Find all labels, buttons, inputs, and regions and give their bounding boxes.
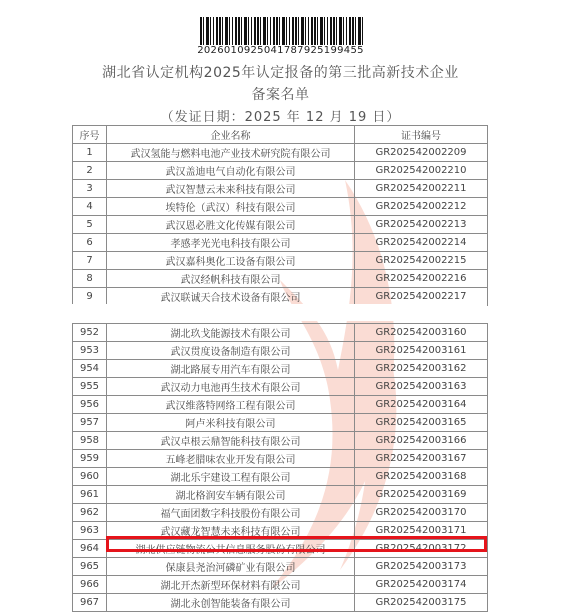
certificate-number: GR202542003175 xyxy=(355,594,488,612)
certificate-number: GR202542002209 xyxy=(355,144,488,162)
certificate-number: GR202542003169 xyxy=(355,486,488,504)
row-number: 1 xyxy=(73,144,107,162)
certificate-number: GR202542003168 xyxy=(355,468,488,486)
certificate-number: GR202542003162 xyxy=(355,360,488,378)
table-row xyxy=(73,216,488,234)
certificate-number: GR202542003173 xyxy=(355,558,488,576)
table-row xyxy=(73,396,488,414)
table-row xyxy=(73,144,488,162)
certificate-number: GR202542002213 xyxy=(355,216,488,234)
company-name: 五峰老腊味农业开发有限公司 xyxy=(107,450,355,468)
company-name: 湖北永创智能装备有限公司 xyxy=(107,594,355,612)
row-number: 5 xyxy=(73,216,107,234)
table-row xyxy=(73,198,488,216)
row-number: 965 xyxy=(73,558,107,576)
company-name: 孝感孝光光电科技有限公司 xyxy=(107,234,355,252)
company-name: 湖北开杰新型环保材料有限公司 xyxy=(107,576,355,594)
company-name: 武汉联诚天合技术设备有限公司 xyxy=(107,288,355,306)
company-name: 保康县尧治河磷矿业有限公司 xyxy=(107,558,355,576)
barcode-number: 20260109250417879251994​55 xyxy=(197,45,364,56)
row-number: 961 xyxy=(73,486,107,504)
company-name: 武汉藏龙智慧未来科技有限公司 xyxy=(107,522,355,540)
table-row xyxy=(73,270,488,288)
row-number: 953 xyxy=(73,342,107,360)
certificate-number: GR202542003163 xyxy=(355,378,488,396)
document-title: 湖北省认定机构2025年认定报备的第三批高新技术企业 xyxy=(102,65,459,81)
header-name: 企业名称 xyxy=(107,126,355,144)
company-name: 湖北格润安车辆有限公司 xyxy=(107,486,355,504)
certificate-number: GR202542003165 xyxy=(355,414,488,432)
company-name: 武汉嘉科奥化工设备有限公司 xyxy=(107,252,355,270)
table-row xyxy=(73,504,488,522)
company-name: 武汉动力电池再生技术有限公司 xyxy=(107,378,355,396)
row-number: 3 xyxy=(73,180,107,198)
row-number: 966 xyxy=(73,576,107,594)
certificate-number: GR202542002210 xyxy=(355,162,488,180)
company-name: 武汉氢能与燃料电池产业技术研究院有限公司 xyxy=(107,144,355,162)
table-row xyxy=(73,468,488,486)
table-row xyxy=(73,486,488,504)
certificate-number: GR202542003170 xyxy=(355,504,488,522)
row-number: 963 xyxy=(73,522,107,540)
row-number: 959 xyxy=(73,450,107,468)
certificate-number: GR202542002215 xyxy=(355,252,488,270)
company-name: 湖北玖戈能源技术有限公司 xyxy=(107,324,355,342)
table-row xyxy=(73,414,488,432)
table-row xyxy=(73,540,488,558)
table-gap xyxy=(72,304,487,321)
company-name: 武汉恩必胜文化传媒有限公司 xyxy=(107,216,355,234)
enterprise-table-bottom xyxy=(72,323,488,612)
row-number: 955 xyxy=(73,378,107,396)
certificate-number: GR202542002214 xyxy=(355,234,488,252)
table-row xyxy=(73,180,488,198)
table-row xyxy=(73,234,488,252)
certificate-number: GR202542003160 xyxy=(355,324,488,342)
company-name: 武汉维落特网络工程有限公司 xyxy=(107,396,355,414)
table-row xyxy=(73,576,488,594)
certificate-number: GR202542002217 xyxy=(355,288,488,306)
company-name: 武汉贯度设备制造有限公司 xyxy=(107,342,355,360)
certificate-number: GR202542002211 xyxy=(355,180,488,198)
issue-date: （发证日期：2025 年 12 月 19 日） xyxy=(160,110,401,125)
row-number: 967 xyxy=(73,594,107,612)
certificate-number: GR202542002212 xyxy=(355,198,488,216)
company-name: 武汉卓根云鼎智能科技有限公司 xyxy=(107,432,355,450)
company-name: 湖北乐宇建设工程有限公司 xyxy=(107,468,355,486)
certificate-number: GR202542003166 xyxy=(355,432,488,450)
row-number: 957 xyxy=(73,414,107,432)
company-name: 武汉智慧云未来科技有限公司 xyxy=(107,180,355,198)
row-number: 956 xyxy=(73,396,107,414)
document-subtitle: 备案名单 xyxy=(251,87,310,103)
row-number: 8 xyxy=(73,270,107,288)
certificate-number: GR202542003171 xyxy=(355,522,488,540)
row-number: 958 xyxy=(73,432,107,450)
table-row xyxy=(73,288,488,306)
row-number: 960 xyxy=(73,468,107,486)
table-row xyxy=(73,558,488,576)
row-number: 954 xyxy=(73,360,107,378)
row-number: 4 xyxy=(73,198,107,216)
certificate-number: GR202542003167 xyxy=(355,450,488,468)
company-name: 福气面团数字科技股份有限公司 xyxy=(107,504,355,522)
row-number: 964 xyxy=(73,540,107,558)
table-row xyxy=(73,162,488,180)
certificate-number: GR202542003161 xyxy=(355,342,488,360)
table-row xyxy=(73,360,488,378)
row-number: 6 xyxy=(73,234,107,252)
company-name: 阿卢米科技有限公司 xyxy=(107,414,355,432)
table-row xyxy=(73,342,488,360)
table-row xyxy=(73,450,488,468)
table-row xyxy=(73,378,488,396)
table-row xyxy=(73,252,488,270)
enterprise-table-top xyxy=(72,125,488,306)
company-name: 武汉经帆科技有限公司 xyxy=(107,270,355,288)
row-number: 7 xyxy=(73,252,107,270)
table-row xyxy=(73,522,488,540)
table-row xyxy=(73,594,488,612)
certificate-number: GR202542003174 xyxy=(355,576,488,594)
row-number: 962 xyxy=(73,504,107,522)
table-row xyxy=(73,324,488,342)
certificate-number: GR202542003172 xyxy=(355,540,488,558)
row-number: 952 xyxy=(73,324,107,342)
company-name: 湖北供应链物流公共信息服务股份有限公司 xyxy=(107,540,355,558)
barcode xyxy=(200,17,364,45)
certificate-number: GR202542002216 xyxy=(355,270,488,288)
company-name: 湖北路展专用汽车有限公司 xyxy=(107,360,355,378)
certificate-number: GR202542003164 xyxy=(355,396,488,414)
table-row xyxy=(73,432,488,450)
header-no: 序号 xyxy=(73,126,107,144)
company-name: 埃特伦（武汉）科技有限公司 xyxy=(107,198,355,216)
header-cert: 证书编号 xyxy=(355,126,488,144)
row-number: 9 xyxy=(73,288,107,306)
table-header-row xyxy=(73,126,488,144)
row-number: 2 xyxy=(73,162,107,180)
company-name: 武汉盖迪电气自动化有限公司 xyxy=(107,162,355,180)
